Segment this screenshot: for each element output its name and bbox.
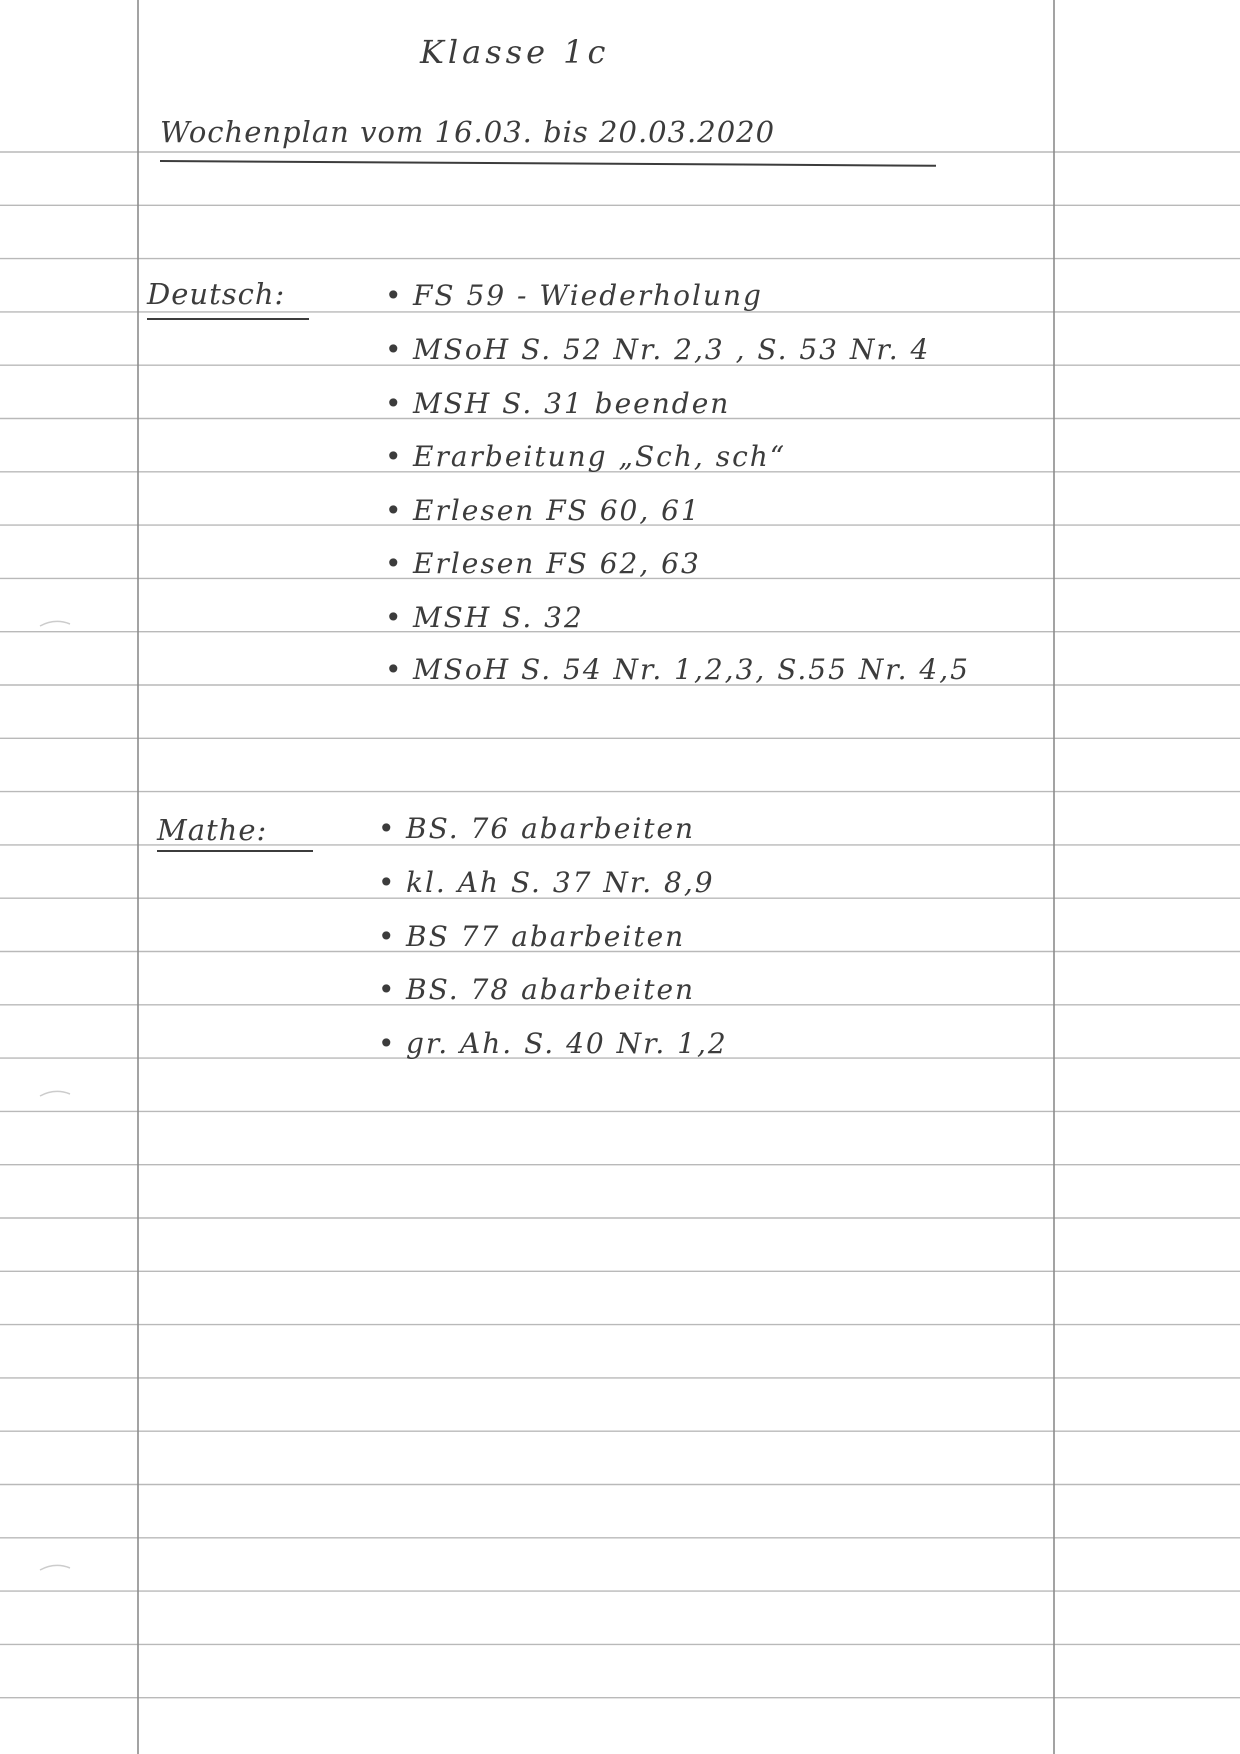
list-item bbox=[385, 494, 701, 527]
subject-underline-deutsch bbox=[147, 318, 309, 320]
list-item bbox=[385, 333, 931, 366]
plan-title: Wochenplan vom 16.03. bis 20.03.2020 bbox=[160, 115, 776, 149]
list-item bbox=[385, 547, 701, 580]
punch-hole-mark bbox=[40, 1565, 70, 1570]
bullet-icon: • bbox=[385, 279, 404, 312]
list-item bbox=[378, 920, 686, 953]
bullet-icon: • bbox=[385, 387, 404, 420]
subject-underline-mathe bbox=[157, 850, 313, 852]
task-text: kl. Ah S. 37 Nr. 8,9 bbox=[406, 866, 715, 899]
list-item bbox=[378, 866, 715, 899]
task-text: MSH S. 31 beenden bbox=[413, 387, 731, 420]
bullet-icon: • bbox=[378, 973, 397, 1006]
list-item bbox=[385, 440, 787, 473]
task-text: FS 59 - Wiederholung bbox=[413, 279, 763, 312]
list-item bbox=[385, 601, 584, 634]
punch-hole-mark bbox=[40, 1091, 70, 1096]
list-item bbox=[385, 279, 763, 312]
class-label: Klasse 1c bbox=[420, 33, 610, 71]
bullet-icon: • bbox=[385, 601, 404, 634]
task-text: MSoH S. 54 Nr. 1,2,3, S.55 Nr. 4,5 bbox=[413, 653, 970, 686]
punch-hole-mark bbox=[40, 621, 70, 626]
task-text: BS. 76 abarbeiten bbox=[406, 812, 696, 845]
task-text: Erlesen FS 62, 63 bbox=[413, 547, 701, 580]
list-item bbox=[378, 973, 696, 1006]
task-text: BS 77 abarbeiten bbox=[406, 920, 686, 953]
task-text: Erlesen FS 60, 61 bbox=[413, 494, 701, 527]
task-text: MSH S. 32 bbox=[413, 601, 584, 634]
bullet-icon: • bbox=[378, 812, 397, 845]
task-text: BS. 78 abarbeiten bbox=[406, 973, 696, 1006]
list-item bbox=[385, 653, 970, 686]
bullet-icon: • bbox=[378, 920, 397, 953]
task-text: MSoH S. 52 Nr. 2,3 , S. 53 Nr. 4 bbox=[413, 333, 931, 366]
bullet-icon: • bbox=[385, 440, 404, 473]
bullet-icon: • bbox=[385, 333, 404, 366]
bullet-icon: • bbox=[385, 494, 404, 527]
bullet-icon: • bbox=[385, 653, 404, 686]
task-text: Erarbeitung „Sch, sch“ bbox=[413, 440, 787, 473]
list-item bbox=[385, 387, 731, 420]
subject-heading-mathe: Mathe: bbox=[157, 813, 268, 847]
bullet-icon: • bbox=[378, 866, 397, 899]
task-text: gr. Ah. S. 40 Nr. 1,2 bbox=[406, 1027, 728, 1060]
list-item bbox=[378, 1027, 728, 1060]
bullet-icon: • bbox=[378, 1027, 397, 1060]
bullet-icon: • bbox=[385, 547, 404, 580]
list-item bbox=[378, 812, 696, 845]
subject-heading-deutsch: Deutsch: bbox=[147, 277, 286, 311]
